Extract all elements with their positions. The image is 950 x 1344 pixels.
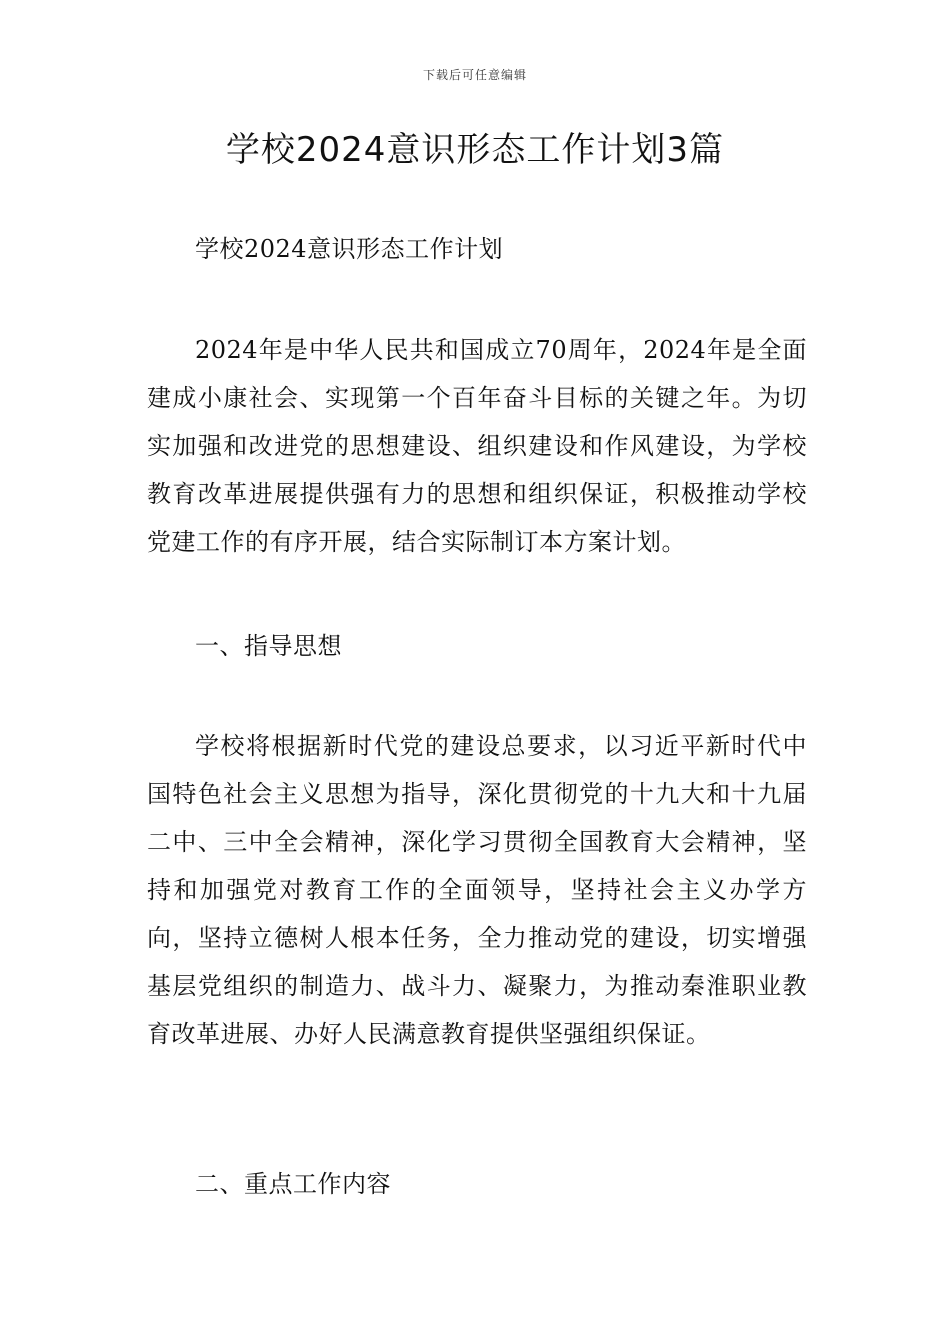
section-heading-key-work: 二、重点工作内容 (195, 1170, 391, 1198)
header-note: 下载后可任意编辑 (422, 68, 527, 82)
intro-paragraph: 2024年是中华人民共和国成立70周年，2024年是全面建成小康社会、实现第一个百年奋斗目标的关键之年。为切实加强和改进党的思想建设、组织建设和作风建设，为学校教育改革进展提供强有力的思想和组织保证，积极推动学校党建工作的有序开展，结合实际制订本方案计划。 (147, 336, 807, 556)
section-heading-guiding-ideology: 一、指导思想 (195, 632, 342, 660)
document-title: 学校2024意识形态工作计划3篇 (225, 130, 725, 170)
guiding-ideology-paragraph: 学校将根据新时代党的建设总要求，以习近平新时代中国特色社会主义思想为指导，深化贯彻党的十九大和十九届二中、三中全会精神，深化学习贯彻全国教育大会精神，坚持和加强党对教育工作的全面领导，坚持社会主义办学方向，坚持立德树人根本任务，全力推动党的建设，切实增强基层党组织的制造力、战斗力、凝聚力，为推动秦淮职业教育改革进展、办好人民满意教育提供坚强组织保证。 (147, 732, 807, 1048)
document-subtitle: 学校2024意识形态工作计划 (195, 235, 504, 263)
